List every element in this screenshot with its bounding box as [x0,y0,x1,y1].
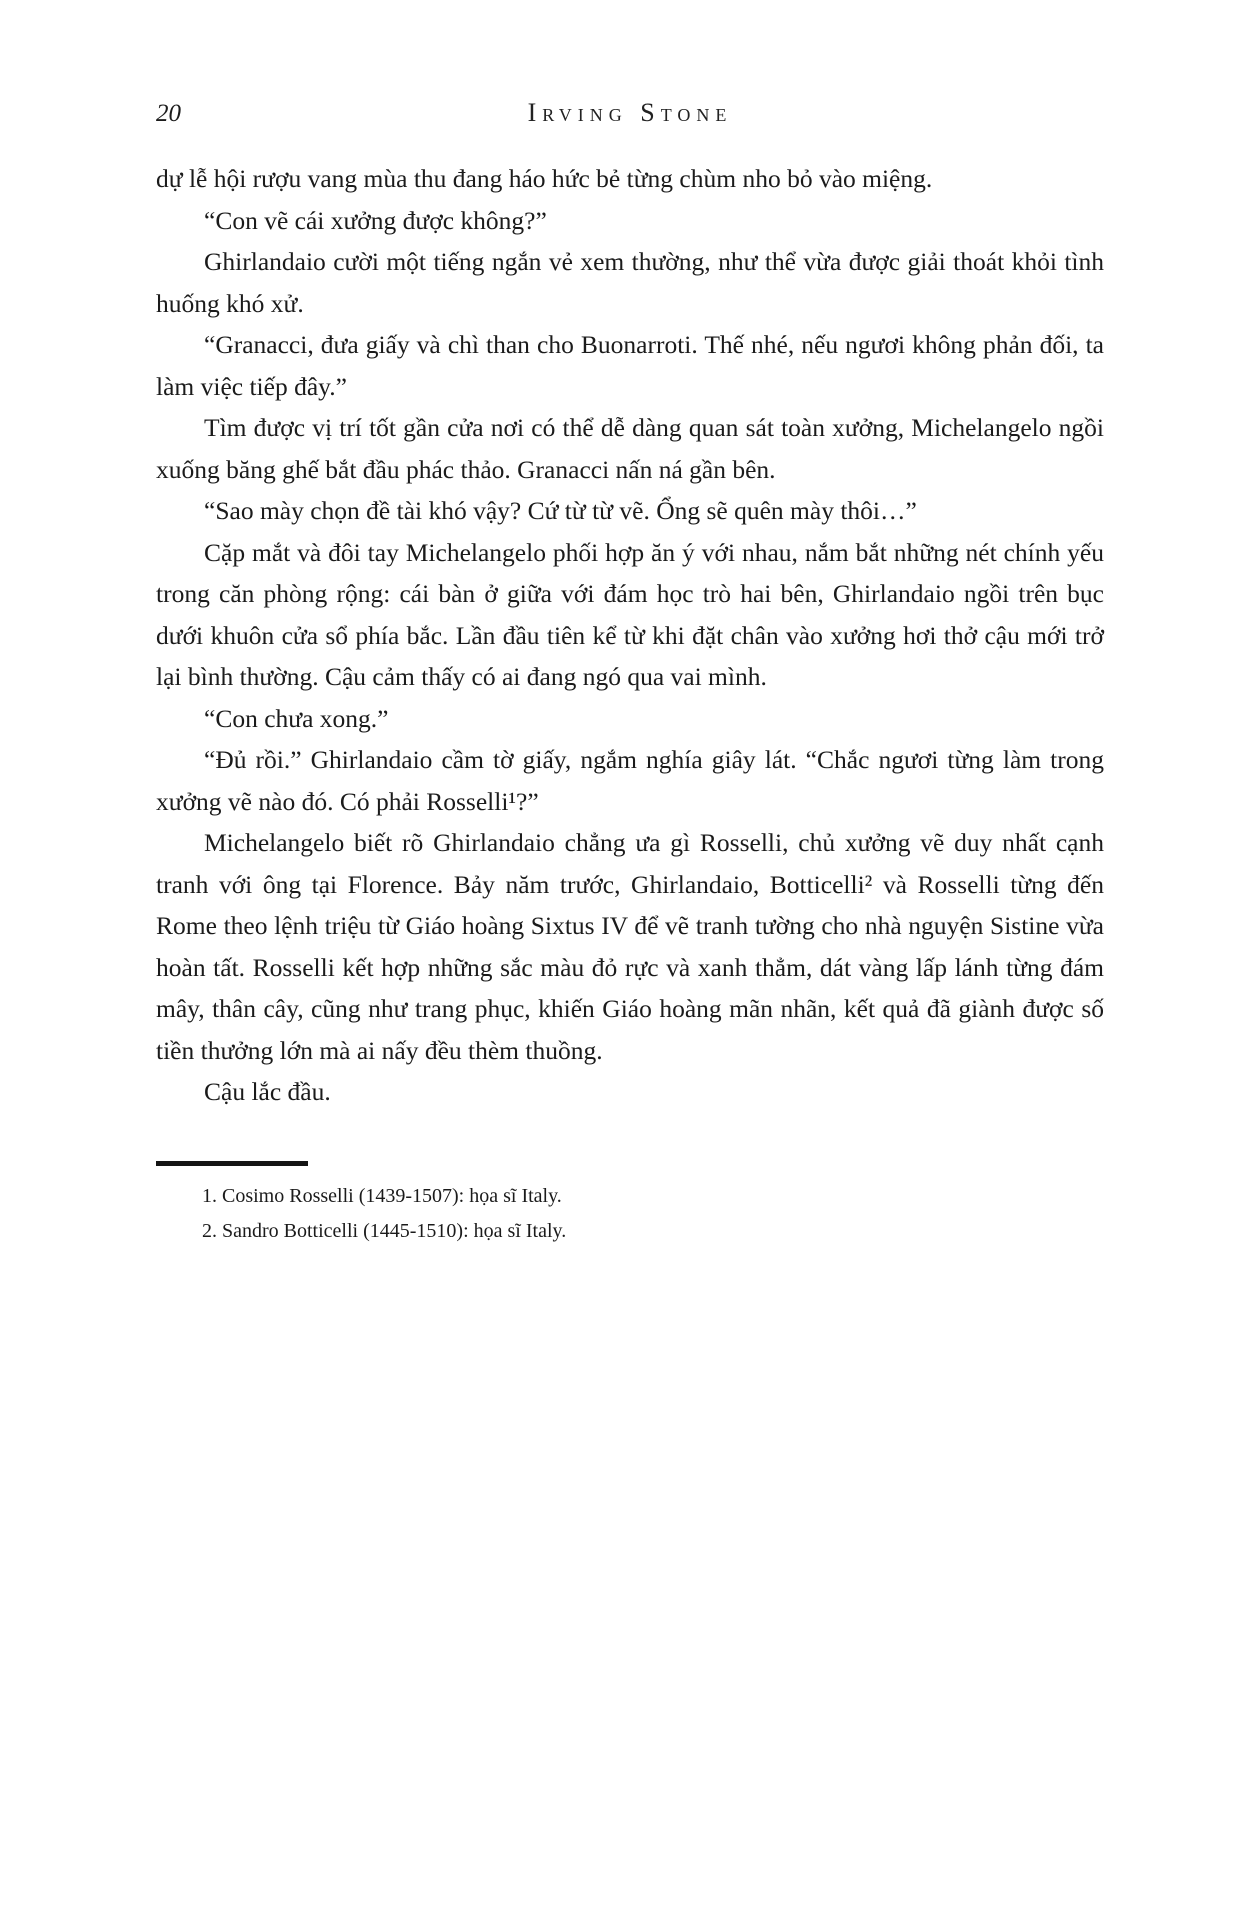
footnote-rule [156,1161,308,1166]
page-number: 20 [156,100,181,127]
footnotes-section [156,1161,1104,1249]
paragraph: “Sao mày chọn đề tài khó vậy? Cứ từ từ vẽ. Ổng sẽ quên mày thôi…” [204,496,917,525]
paragraph: Michelangelo biết rõ Ghirlandaio chẳng ưa gì Rosselli, chủ xưởng vẽ duy nhất cạnh tranh với ông tại Florence. Bảy năm trước, Ghirlandaio, Botticelli² và Rosselli từng đến Rome theo lệnh triệu từ Giáo hoàng Sixtus IV để vẽ tranh tường cho nhà nguyện Sistine vừa hoàn tất. Rosselli kết hợp những sắc màu đỏ rực và xanh thẳm, dát vàng lấp lánh từng đám mây, thân cây, cũng như trang phục, khiến Giáo hoàng mãn nhãn, kết quả đã giành được số tiền thưởng lớn mà ai nấy đều thèm thuồng. [156,828,1104,1065]
paragraph: “Con vẽ cái xưởng được không?” [204,205,547,235]
footnote: 2. Sandro Botticelli (1445-1510): họa sĩ Italy. [202,1219,567,1242]
paragraph: Cậu lắc đầu. [204,1077,331,1106]
paragraph: “Granacci, đưa giấy và chì than cho Buonarroti. Thế nhé, nếu ngươi không phản đối, ta làm việc tiếp đây.” [156,330,1104,401]
paragraph: dự lễ hội rượu vang mùa thu đang háo hức bẻ từng chùm nho bỏ vào miệng. [156,164,933,193]
page-header [156,98,1104,134]
paragraph: Cặp mắt và đôi tay Michelangelo phối hợp ăn ý với nhau, nắm bắt những nét chính yếu trong căn phòng rộng: cái bàn ở giữa với đám học trò hai bên, Ghirlandaio ngồi trên bục dưới khuôn cửa sổ phía bắc. Lần đầu tiên kể từ khi đặt chân vào xưởng hơi thở cậu mới trở lại bình thường. Cậu cảm thấy có ai đang ngó qua vai mình. [156,537,1104,691]
running-header-title: Irving Stone [527,98,733,127]
body-text [156,158,1104,1113]
paragraph: Tìm được vị trí tốt gần cửa nơi có thể dễ dàng quan sát toàn xưởng, Michelangelo ngồi xuống băng ghế bắt đầu phác thảo. Granacci nấn ná gần bên. [156,413,1104,484]
paragraph: “Con chưa xong.” [204,703,389,733]
paragraph: “Đủ rồi.” Ghirlandaio cầm tờ giấy, ngắm nghía giây lát. “Chắc ngươi từng làm trong xưởng vẽ nào đó. Có phải Rosselli¹?” [156,745,1104,816]
paragraph: Ghirlandaio cười một tiếng ngắn vẻ xem thường, như thể vừa được giải thoát khỏi tình huống khó xử. [156,247,1104,318]
footnote: 1. Cosimo Rosselli (1439-1507): họa sĩ Italy. [202,1184,562,1207]
